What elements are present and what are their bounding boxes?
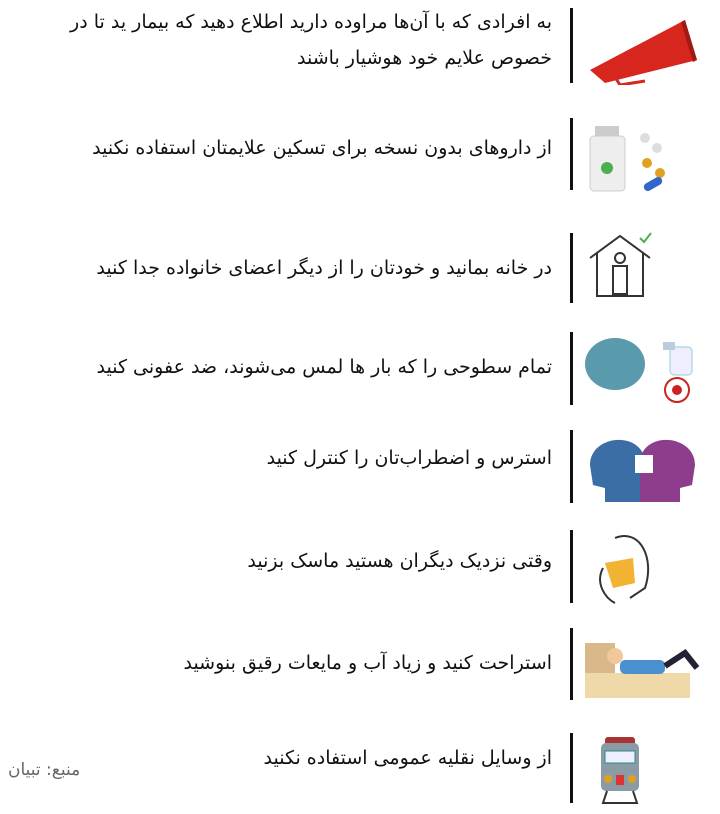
divider (570, 628, 573, 700)
divider (570, 430, 573, 503)
divider (570, 233, 573, 303)
divider (570, 8, 573, 83)
tip-text: استراحت کنید و زیاد آب و مایعات رقیق بنوشید (183, 652, 552, 674)
tip-text: تمام سطوحی را که بار ها لمس می‌شوند، ضد عفونی کنید (96, 356, 552, 378)
mind-puzzle-icon (585, 430, 700, 505)
train-icon (585, 735, 700, 805)
tip-text: از وسایل نقلیه عمومی استفاده نکنید (263, 747, 552, 769)
megaphone-icon (585, 15, 700, 85)
disinfect-spray-icon (585, 332, 700, 407)
divider (570, 118, 573, 190)
medicine-icon (585, 118, 700, 198)
face-mask-icon (585, 528, 700, 606)
tip-text: وقتی نزدیک دیگران هستید ماسک بزنید (247, 550, 552, 572)
tip-text: استرس و اضطراب‌تان را کنترل کنید (266, 447, 552, 469)
divider (570, 733, 573, 803)
tip-text: در خانه بمانید و خودتان را از دیگر اعضای خانواده جدا کنید (96, 257, 552, 279)
house-person-icon (585, 228, 700, 300)
source-credit: منبع: تبیان (8, 760, 81, 780)
divider (570, 530, 573, 603)
resting-person-icon (585, 628, 700, 700)
divider (570, 332, 573, 405)
tip-text: از داروهای بدون نسخه برای تسکین علایمتان استفاده نکنید (92, 137, 552, 159)
tip-text: به افرادی که با آن‌ها مراوده دارید اطلاع دهید که بیمار ید تا در خصوص علایم خود هوشیار باشند (70, 11, 552, 69)
